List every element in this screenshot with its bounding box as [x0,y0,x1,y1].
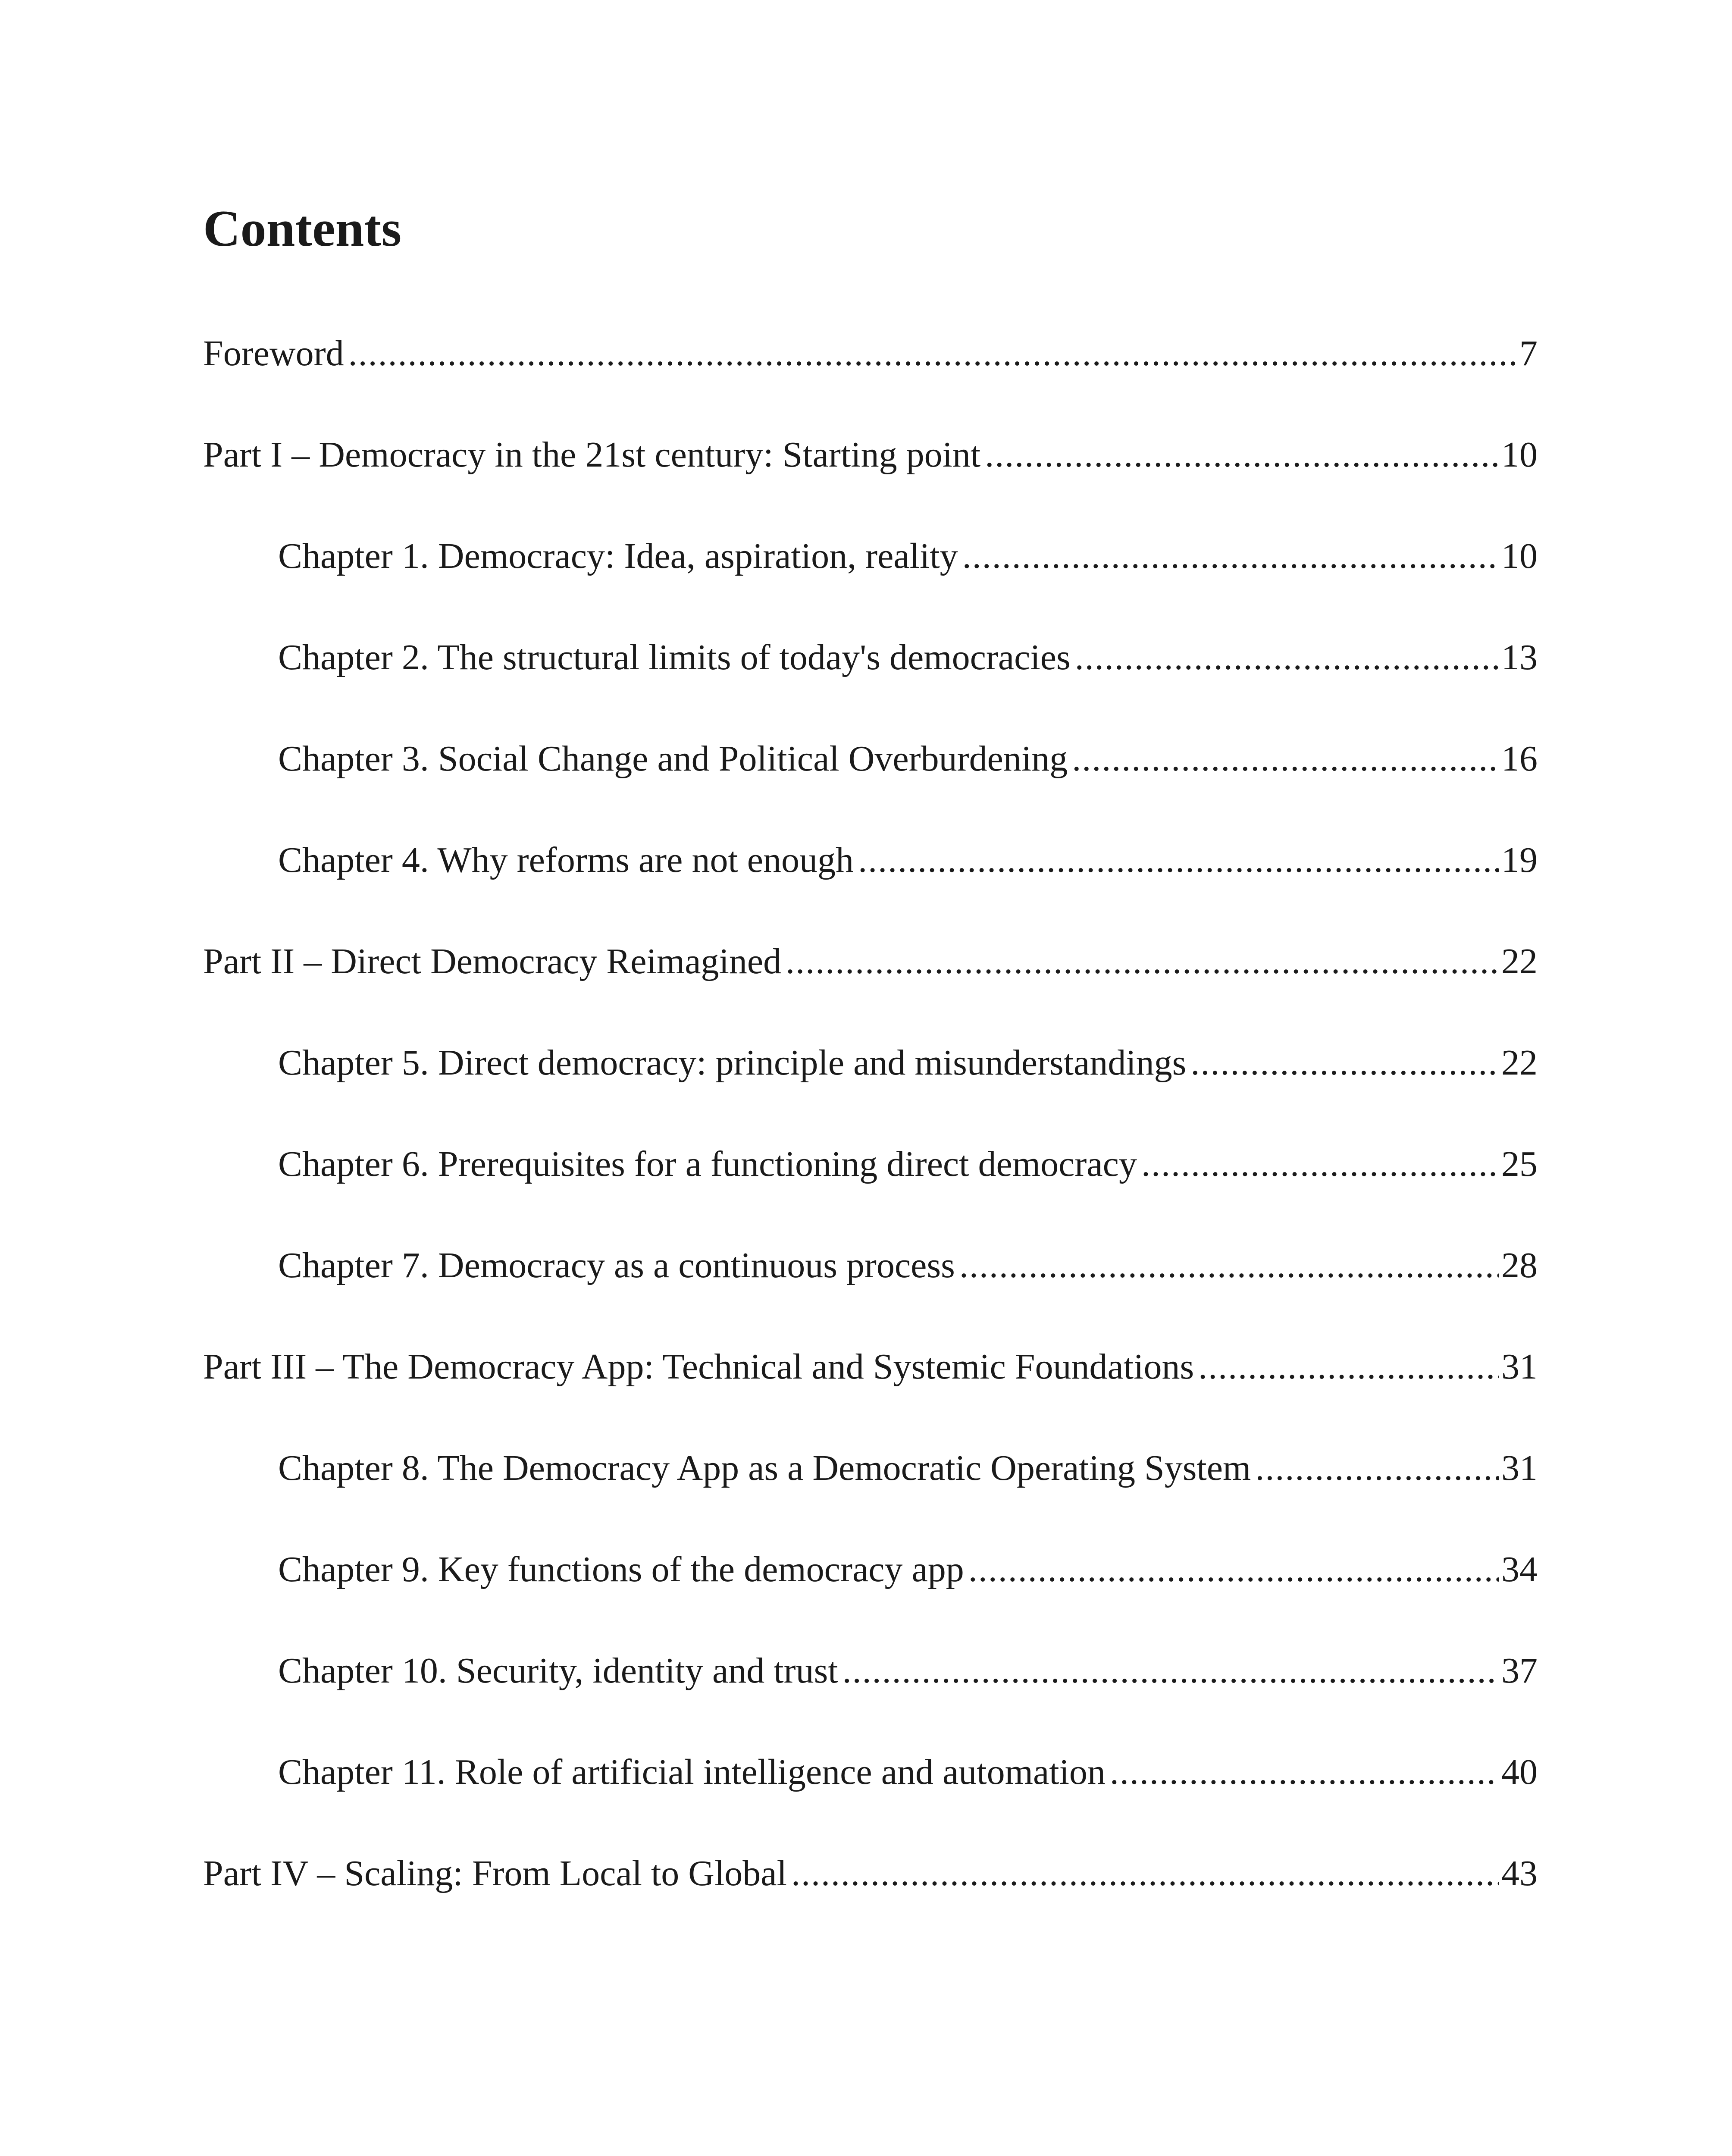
toc-entry-part-4[interactable] [203,1848,1538,1899]
dot-leader [786,936,1499,987]
toc-entry-chapter-8[interactable] [278,1442,1538,1494]
dot-leader [1110,1746,1499,1798]
toc-page-number: 43 [1501,1853,1538,1893]
toc-entry-chapter-6[interactable] [278,1138,1538,1190]
toc-page-number: 10 [1501,536,1538,576]
dot-leader [962,530,1499,582]
dot-leader [959,1240,1499,1291]
toc-entry-part-2[interactable] [203,936,1538,987]
dot-leader [1141,1138,1499,1190]
dot-leader [1198,1341,1499,1393]
toc-page-number: 40 [1501,1752,1538,1792]
dot-leader [843,1645,1499,1697]
toc-entry-chapter-5[interactable] [278,1037,1538,1089]
dot-leader [791,1848,1499,1899]
toc-entry-chapter-3[interactable] [278,733,1538,785]
toc-page-number: 13 [1501,637,1538,677]
toc-entry-label: Chapter 9. Key functions of the democracy app [278,1549,964,1589]
toc-entry-chapter-1[interactable] [278,530,1538,582]
toc-entry-chapter-2[interactable] [278,632,1538,683]
toc-entry-foreword[interactable] [203,328,1538,379]
toc-entry-label: Chapter 5. Direct democracy: principle and misunderstandings [278,1043,1187,1083]
toc-page-number: 37 [1501,1651,1538,1691]
toc-entry-label: Chapter 10. Security, identity and trust [278,1651,838,1691]
toc-page-number: 34 [1501,1549,1538,1589]
toc-entry-chapter-10[interactable] [278,1645,1538,1697]
toc-page-number: 25 [1501,1144,1538,1184]
toc-entry-chapter-4[interactable] [278,834,1538,886]
toc-entry-chapter-9[interactable] [278,1544,1538,1595]
toc-entry-label: Foreword [203,333,344,373]
toc-entry-part-3[interactable] [203,1341,1538,1393]
toc-page-number: 22 [1501,1043,1538,1083]
dot-leader [858,834,1499,886]
toc-entry-label: Chapter 6. Prerequisites for a functioning direct democracy [278,1144,1137,1184]
toc-page-number: 10 [1501,435,1538,475]
toc-entry-chapter-11[interactable] [278,1746,1538,1798]
toc-entry-part-1[interactable] [203,429,1538,481]
dot-leader [1255,1442,1499,1494]
toc-page-number: 31 [1501,1347,1538,1387]
page-title: Contents [203,200,402,257]
toc-entry-label: Part III – The Democracy App: Technical and Systemic Foundations [203,1347,1194,1387]
toc-entry-label: Part IV – Scaling: From Local to Global [203,1853,787,1893]
toc-entry-label: Chapter 1. Democracy: Idea, aspiration, reality [278,536,958,576]
dot-leader [985,429,1499,481]
toc-entry-label: Chapter 7. Democracy as a continuous process [278,1245,955,1285]
dot-leader [1075,632,1499,683]
toc-entry-label: Chapter 4. Why reforms are not enough [278,840,854,880]
toc-entry-label: Chapter 11. Role of artificial intelligence and automation [278,1752,1106,1792]
toc-page-number: 22 [1501,941,1538,981]
toc-entry-label: Chapter 2. The structural limits of today's democracies [278,637,1071,677]
toc-page-number: 28 [1501,1245,1538,1285]
dot-leader [1190,1037,1499,1089]
toc-page-number: 31 [1501,1448,1538,1488]
toc-entry-label: Part II – Direct Democracy Reimagined [203,941,782,981]
toc-entry-label: Chapter 8. The Democracy App as a Democratic Operating System [278,1448,1251,1488]
toc-entry-label: Chapter 3. Social Change and Political Overburdening [278,739,1068,779]
dot-leader [1072,733,1499,785]
dot-leader [348,328,1517,379]
toc-page-number: 19 [1501,840,1538,880]
toc-entry-chapter-7[interactable] [278,1240,1538,1291]
toc-entry-label: Part I – Democracy in the 21st century: Starting point [203,435,981,475]
toc-page-number: 7 [1519,333,1538,373]
dot-leader [968,1544,1499,1595]
toc-page-number: 16 [1501,739,1538,779]
